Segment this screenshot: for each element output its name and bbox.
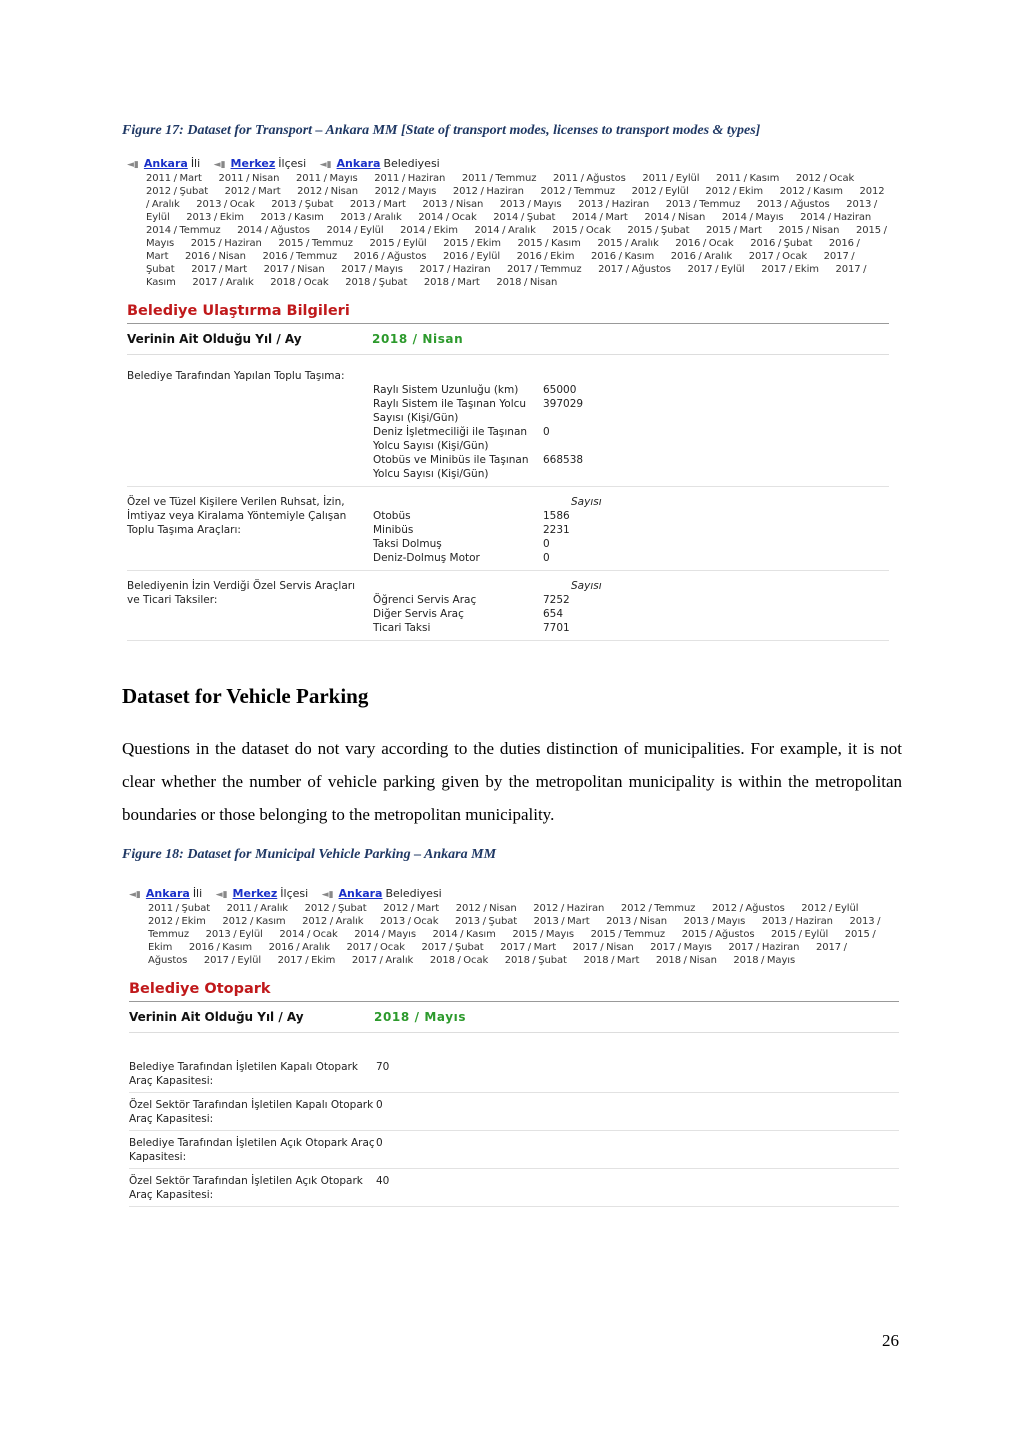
period-link[interactable]: 2014 / Temmuz: [146, 225, 221, 236]
block-label: Belediyenin İzin Verdiği Özel Servis Araçları ve Ticari Taksiler:: [127, 580, 356, 606]
row-label: Taksi Dolmuş: [373, 538, 442, 550]
period-link[interactable]: 2011 / Mart: [146, 173, 202, 184]
period-link[interactable]: 2018 / Nisan: [655, 955, 717, 966]
row-value: 668538: [543, 454, 584, 466]
row-label: Raylı Sistem Uzunluğu (km): [373, 384, 519, 396]
figure-17-caption: Figure 17: Dataset for Transport – Ankara MM [State of transport modes, licenses to transport modes & types]: [122, 123, 761, 138]
period-link[interactable]: 2013 / Nisan: [422, 199, 484, 210]
period-link[interactable]: 2012 / Şubat: [304, 903, 367, 914]
year-month-label: Verinin Ait Olduğu Yıl / Ay: [127, 332, 302, 346]
period-link-list: [146, 172, 889, 289]
period-link[interactable]: 2012 / Eylül: [801, 903, 859, 914]
data-row: [373, 383, 889, 397]
period-link[interactable]: 2014 / Ağustos: [237, 225, 310, 236]
period-link[interactable]: 2018 / Şubat: [504, 955, 567, 966]
period-link[interactable]: 2014 / Mayıs: [354, 929, 416, 940]
period-link[interactable]: 2012 / Aralık: [146, 186, 885, 210]
row-label: Ticari Taksi: [373, 622, 431, 634]
breadcrumb: [127, 156, 889, 172]
period-link[interactable]: 2013 / Ocak: [196, 199, 255, 210]
period-link[interactable]: 2018 / Mayıs: [733, 955, 796, 966]
breadcrumb-district-link[interactable]: Merkez: [232, 887, 278, 900]
data-row: [373, 607, 889, 621]
nav-marker-icon: ◄▮: [213, 160, 226, 170]
period-link[interactable]: 2012 / Haziran: [452, 186, 524, 197]
period-link[interactable]: 2012 / Mart: [383, 903, 440, 914]
parking-dataset-screenshot: [129, 886, 899, 1207]
data-row: [373, 593, 889, 607]
period-link[interactable]: 2011 / Nisan: [218, 173, 280, 184]
year-month-value: 2018 / Mayıs: [374, 1010, 467, 1024]
data-row: [373, 425, 889, 453]
period-link[interactable]: 2012 / Mart: [224, 186, 281, 197]
breadcrumb-level-label: İli: [190, 157, 201, 170]
row-label: Özel Sektör Tarafından İşletilen Kapalı Otopark Araç Kapasitesi:: [129, 1099, 374, 1125]
period-link[interactable]: 2013 / Mayıs: [683, 916, 746, 927]
period-link[interactable]: 2015 / Kasım: [517, 238, 581, 249]
period-link[interactable]: 2013 / Mart: [533, 916, 590, 927]
data-row: [373, 453, 889, 481]
nav-marker-icon: ◄▮: [321, 890, 334, 900]
period-link[interactable]: 2013 / Mayıs: [499, 199, 562, 210]
period-link[interactable]: 2013 / Haziran: [578, 199, 650, 210]
period-link[interactable]: 2013 / Temmuz: [148, 916, 881, 940]
period-link[interactable]: 2013 / Aralık: [340, 212, 402, 223]
year-month-row: [129, 1002, 899, 1033]
period-link[interactable]: 2017 / Eylül: [203, 955, 261, 966]
period-link[interactable]: 2012 / Nisan: [455, 903, 517, 914]
row-value: 7252: [543, 594, 570, 606]
period-link[interactable]: 2017 / Temmuz: [507, 264, 582, 275]
period-link[interactable]: 2012 / Eylül: [631, 186, 689, 197]
period-link[interactable]: 2012 / Temmuz: [620, 903, 696, 914]
data-row: [373, 523, 889, 537]
period-link[interactable]: 2011 / Eylül: [642, 173, 700, 184]
period-link[interactable]: 2017 / Şubat: [421, 942, 484, 953]
period-link[interactable]: 2014 / Ocak: [279, 929, 338, 940]
period-link[interactable]: 2017 / Ekim: [277, 955, 336, 966]
row-value: 7701: [543, 622, 570, 634]
period-link-list: [148, 902, 899, 967]
count-header: Sayısı: [571, 496, 602, 508]
breadcrumb-municipality-link[interactable]: Ankara: [338, 887, 383, 900]
breadcrumb-municipality-link[interactable]: Ankara: [336, 157, 381, 170]
period-link[interactable]: 2013 / Mart: [349, 199, 406, 210]
period-link[interactable]: 2015 / Temmuz: [590, 929, 666, 940]
period-link[interactable]: 2016 / Eylül: [442, 251, 501, 262]
data-row: [373, 509, 889, 523]
period-link[interactable]: 2013 / Eylül: [205, 929, 263, 940]
breadcrumb-level-label: Belediyesi: [385, 887, 442, 900]
period-link[interactable]: 2016 / Ekim: [516, 251, 575, 262]
breadcrumb-province-link[interactable]: Ankara: [145, 887, 190, 900]
period-link[interactable]: 2013 / Nisan: [606, 916, 668, 927]
row-label: Diğer Servis Araç: [373, 608, 464, 620]
period-link[interactable]: 2014 / Mayıs: [721, 212, 784, 223]
period-link[interactable]: 2012 / Mayıs: [374, 186, 437, 197]
breadcrumb-province-link[interactable]: Ankara: [143, 157, 188, 170]
period-link[interactable]: 2015 / Haziran: [190, 238, 262, 249]
period-link[interactable]: 2017 / Kasım: [146, 264, 867, 288]
period-link[interactable]: 2012 / Ekim: [705, 186, 764, 197]
period-link[interactable]: 2012 / Haziran: [533, 903, 605, 914]
period-link[interactable]: 2017 / Mayıs: [341, 264, 403, 275]
period-link[interactable]: 2016 / Şubat: [750, 238, 813, 249]
nav-marker-icon: ◄▮: [129, 890, 141, 900]
period-link[interactable]: 2016 / Ağustos: [353, 251, 427, 262]
period-link[interactable]: 2017 / Nisan: [572, 942, 634, 953]
row-value: 65000: [543, 384, 577, 396]
block-label: Belediye Tarafından Yapılan Toplu Taşıma:: [127, 370, 345, 382]
nav-marker-icon: ◄▮: [127, 160, 139, 170]
period-link[interactable]: 2016 / Aralık: [670, 251, 733, 262]
row-label: Deniz İşletmeciliği ile Taşınan Yolcu Sayısı (Kişi/Gün): [373, 426, 528, 452]
year-month-row: [127, 324, 889, 355]
period-link[interactable]: 2018 / Nisan: [496, 277, 558, 288]
period-link[interactable]: 2012 / Nisan: [297, 186, 359, 197]
period-link[interactable]: 2016 / Aralık: [268, 942, 330, 953]
row-label: Otobüs ve Minibüs ile Taşınan Yolcu Sayısı (Kişi/Gün): [373, 454, 529, 480]
breadcrumb-level-label: İli: [192, 887, 203, 900]
data-row: [373, 551, 889, 565]
parking-row: [129, 1131, 899, 1169]
period-link[interactable]: 2013 / Haziran: [761, 916, 833, 927]
period-link[interactable]: 2015 / Ocak: [552, 225, 611, 236]
row-value: 0: [376, 1099, 383, 1111]
period-link[interactable]: 2011 / Şubat: [148, 903, 211, 914]
nav-marker-icon: ◄▮: [215, 890, 228, 900]
period-link[interactable]: 2013 / Ağustos: [756, 199, 830, 210]
breadcrumb-level-label: Belediyesi: [383, 157, 440, 170]
period-link[interactable]: 2013 / Şubat: [271, 199, 334, 210]
period-link[interactable]: 2017 / Mayıs: [650, 942, 712, 953]
period-link[interactable]: 2018 / Şubat: [345, 277, 408, 288]
breadcrumb-level-label: İlçesi: [278, 157, 307, 170]
row-value: 40: [376, 1175, 390, 1187]
row-value: 1586: [543, 510, 570, 522]
period-link[interactable]: 2012 / Kasım: [779, 186, 843, 197]
data-row: [373, 397, 889, 425]
period-link[interactable]: 2014 / Ekim: [400, 225, 458, 236]
row-label: Öğrenci Servis Araç: [373, 594, 477, 606]
breadcrumb-level-label: İlçesi: [280, 887, 309, 900]
data-row: [373, 537, 889, 551]
page-number: 26: [882, 1331, 899, 1350]
period-link[interactable]: 2014 / Nisan: [644, 212, 706, 223]
period-link[interactable]: 2017 / Ağustos: [148, 942, 847, 966]
period-link[interactable]: 2016 / Kasım: [590, 251, 655, 262]
service-vehicles-block: [127, 571, 889, 641]
period-link[interactable]: 2015 / Ekim: [148, 929, 876, 953]
period-link[interactable]: 2017 / Ağustos: [598, 264, 671, 275]
period-link[interactable]: 2011 / Mayıs: [295, 173, 358, 184]
period-link[interactable]: 2015 / Nisan: [778, 225, 840, 236]
period-link[interactable]: 2017 / Ocak: [346, 942, 405, 953]
period-link[interactable]: 2014 / Aralık: [474, 225, 536, 236]
year-month-label: Verinin Ait Olduğu Yıl / Ay: [129, 1010, 304, 1024]
row-label: Özel Sektör Tarafından İşletilen Açık Otopark Araç Kapasitesi:: [129, 1175, 363, 1201]
period-link[interactable]: 2017 / Mart: [500, 942, 557, 953]
period-link[interactable]: 2017 / Ekim: [761, 264, 819, 275]
row-label: Raylı Sistem ile Taşınan Yolcu Sayısı (Kişi/Gün): [373, 398, 527, 424]
parking-row: [129, 1093, 899, 1131]
period-link[interactable]: 2017 / Şubat: [146, 251, 855, 275]
year-month-value: 2018 / Nisan: [372, 332, 464, 346]
nav-marker-icon: ◄▮: [319, 160, 332, 170]
row-value: 2231: [543, 524, 570, 536]
period-link[interactable]: 2015 / Şubat: [627, 225, 690, 236]
period-link[interactable]: 2012 / Ekim: [148, 916, 206, 927]
period-link[interactable]: 2011 / Ağustos: [552, 173, 626, 184]
period-link[interactable]: 2017 / Mart: [191, 264, 248, 275]
block-label: Özel ve Tüzel Kişilere Verilen Ruhsat, İzin, İmtiyaz veya Kiralama Yöntemiyle Çalışan Toplu Taşıma Araçları:: [127, 496, 347, 536]
period-link[interactable]: 2018 / Mart: [583, 955, 640, 966]
period-link[interactable]: 2013 / Ekim: [186, 212, 244, 223]
period-link[interactable]: 2013 / Ocak: [380, 916, 439, 927]
parking-row: [129, 1055, 899, 1093]
breadcrumb: [129, 886, 899, 902]
period-link[interactable]: 2015 / Eylül: [771, 929, 829, 940]
row-value: 0: [543, 538, 550, 550]
period-link[interactable]: 2014 / Eylül: [326, 225, 384, 236]
row-value: 654: [543, 608, 564, 620]
section-title: Belediye Ulaştırma Bilgileri: [127, 303, 889, 324]
period-link[interactable]: 2015 / Ağustos: [681, 929, 755, 940]
section-title: Belediye Otopark: [129, 981, 899, 1002]
period-link[interactable]: 2016 / Temmuz: [262, 251, 338, 262]
period-link[interactable]: 2018 / Mart: [423, 277, 480, 288]
row-label: Deniz-Dolmuş Motor: [373, 552, 480, 564]
row-value: 0: [543, 552, 550, 564]
period-link[interactable]: 2016 / Mart: [146, 238, 860, 262]
period-link[interactable]: 2015 / Ekim: [443, 238, 501, 249]
period-link[interactable]: 2011 / Temmuz: [461, 173, 537, 184]
period-link[interactable]: 2014 / Şubat: [493, 212, 556, 223]
period-link[interactable]: 2011 / Haziran: [374, 173, 446, 184]
figure-18-caption: Figure 18: Dataset for Municipal Vehicle Parking – Ankara MM: [122, 847, 497, 862]
row-label: Minibüs: [373, 524, 414, 536]
row-label: Otobüs: [373, 510, 411, 522]
row-value: 397029: [543, 398, 584, 410]
data-row: [373, 621, 889, 635]
public-transport-block: [127, 355, 889, 487]
period-link[interactable]: 2013 / Eylül: [146, 199, 878, 223]
period-link[interactable]: 2013 / Şubat: [455, 916, 518, 927]
period-link[interactable]: 2017 / Ocak: [748, 251, 808, 262]
period-link[interactable]: 2016 / Kasım: [188, 942, 253, 953]
period-link[interactable]: 2017 / Aralık: [351, 955, 414, 966]
period-link[interactable]: 2011 / Aralık: [226, 903, 288, 914]
period-link[interactable]: 2012 / Temmuz: [540, 186, 616, 197]
row-label: Belediye Tarafından İşletilen Açık Otopark Araç Kapasitesi:: [129, 1137, 375, 1163]
period-link[interactable]: 2018 / Ocak: [270, 277, 329, 288]
period-link[interactable]: 2012 / Şubat: [146, 186, 209, 197]
period-link[interactable]: 2015 / Aralık: [597, 238, 659, 249]
period-link[interactable]: 2015 / Eylül: [369, 238, 427, 249]
period-link[interactable]: 2017 / Aralık: [192, 277, 254, 288]
row-label: Belediye Tarafından İşletilen Kapalı Otopark Araç Kapasitesi:: [129, 1061, 358, 1087]
period-link[interactable]: 2013 / Kasım: [260, 212, 324, 223]
period-link[interactable]: 2015 / Mart: [706, 225, 762, 236]
row-value: 0: [376, 1137, 383, 1149]
period-link[interactable]: 2014 / Kasım: [432, 929, 496, 940]
period-link[interactable]: 2012 / Aralık: [302, 916, 364, 927]
period-link[interactable]: 2015 / Mayıs: [146, 225, 887, 249]
period-link[interactable]: 2016 / Ocak: [675, 238, 734, 249]
parking-row: [129, 1169, 899, 1207]
period-link[interactable]: 2015 / Mayıs: [512, 929, 574, 940]
period-link[interactable]: 2014 / Ocak: [418, 212, 477, 223]
body-paragraph: Questions in the dataset do not vary according to the duties distinction of municipalities. For example, it is not clear whether the number of vehicle parking given by the metropolitan municipality is within the metropolitan boundaries or those belonging to the metropolitan municipality.: [122, 739, 902, 824]
section-heading: Dataset for Vehicle Parking: [122, 684, 369, 708]
period-link[interactable]: 2014 / Mart: [571, 212, 628, 223]
transport-dataset-screenshot: [127, 156, 889, 641]
row-value: 0: [543, 426, 550, 438]
period-link[interactable]: 2013 / Temmuz: [665, 199, 741, 210]
period-link[interactable]: 2012 / Kasım: [222, 916, 286, 927]
period-link[interactable]: 2017 / Nisan: [263, 264, 325, 275]
licensed-vehicles-block: [127, 487, 889, 571]
period-link[interactable]: 2012 / Ocak: [795, 173, 855, 184]
period-link[interactable]: 2011 / Kasım: [716, 173, 780, 184]
period-link[interactable]: 2014 / Haziran: [800, 212, 872, 223]
period-link[interactable]: 2017 / Eylül: [687, 264, 745, 275]
breadcrumb-district-link[interactable]: Merkez: [230, 157, 276, 170]
period-link[interactable]: 2016 / Nisan: [184, 251, 246, 262]
period-link[interactable]: 2017 / Haziran: [419, 264, 491, 275]
count-header: Sayısı: [571, 580, 602, 592]
period-link[interactable]: 2015 / Temmuz: [278, 238, 353, 249]
row-value: 70: [376, 1061, 390, 1073]
period-link[interactable]: 2012 / Ağustos: [711, 903, 785, 914]
period-link[interactable]: 2017 / Haziran: [728, 942, 800, 953]
period-link[interactable]: 2018 / Ocak: [429, 955, 489, 966]
